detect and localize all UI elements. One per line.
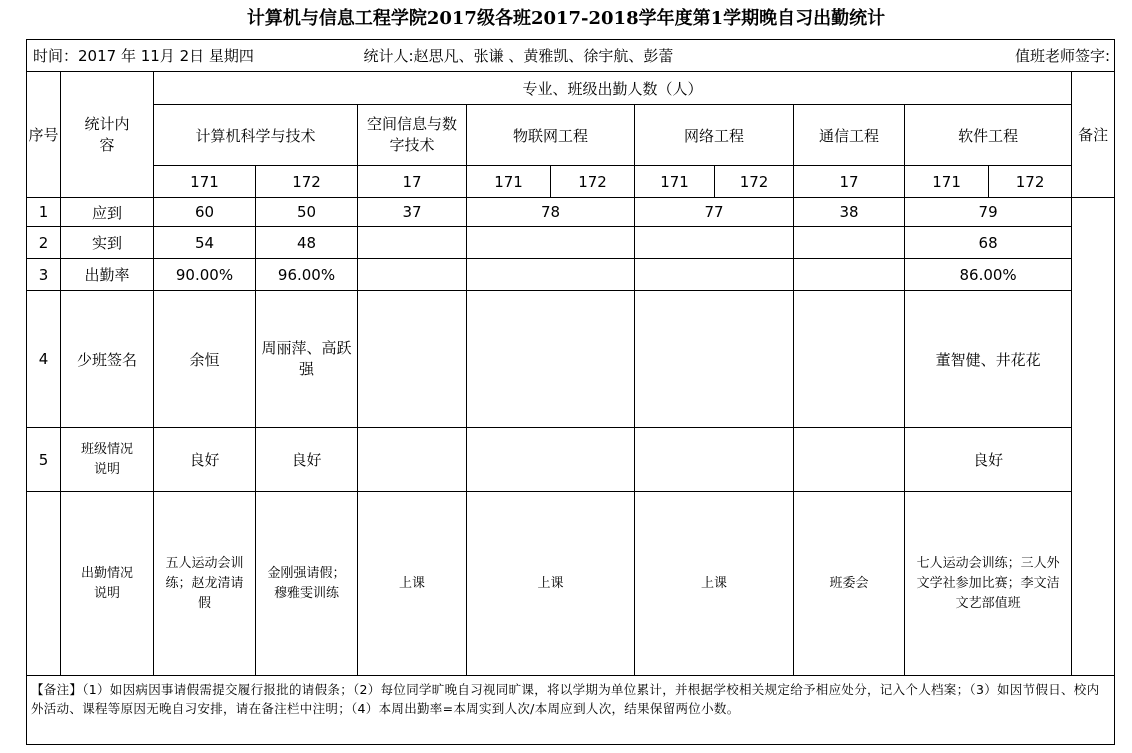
cell-value: 上课 bbox=[358, 492, 467, 676]
cell-value: 金刚强请假；穆雅雯训练 bbox=[256, 492, 358, 676]
major-iot: 物联网工程 bbox=[467, 105, 635, 166]
cell-empty bbox=[635, 227, 794, 259]
note-text: 【备注】（1）如因病因事请假需提交履行报批的请假条；（2）每位同学旷晚自习视同旷课，将以学期为单位累计，并根据学校相关规定给予相应处分，记入个人档案；（3）如因节假日、校内外活动、课程等原因无晚自习安排，请在备注栏中注明；（4）本周出勤率=本周实到人次/本周应到人次，结果保留两位小数。 bbox=[27, 676, 1115, 745]
row-number: 5 bbox=[27, 428, 61, 492]
cell-value: 38 bbox=[794, 198, 905, 227]
remark-header: 备注 bbox=[1072, 72, 1115, 198]
row-label: 少班签名 bbox=[61, 291, 154, 428]
cell-empty bbox=[467, 428, 635, 492]
major-comm: 通信工程 bbox=[794, 105, 905, 166]
cell-value: 良好 bbox=[905, 428, 1072, 492]
class-spatial-17: 17 bbox=[358, 166, 467, 198]
cell-value: 37 bbox=[358, 198, 467, 227]
class-iot-171: 171 bbox=[467, 166, 551, 198]
cell-value: 78 bbox=[467, 198, 635, 227]
cell-empty bbox=[467, 227, 635, 259]
time-cell: 时间：2017 年 11月 2日 星期四 bbox=[27, 40, 358, 72]
cell-value: 77 bbox=[635, 198, 794, 227]
cell-value: 周丽萍、高跃强 bbox=[256, 291, 358, 428]
cell-value: 50 bbox=[256, 198, 358, 227]
cell-empty bbox=[358, 428, 467, 492]
class-se-171: 171 bbox=[905, 166, 989, 198]
row-number: 3 bbox=[27, 259, 61, 291]
table-row bbox=[27, 291, 1115, 428]
major-se: 软件工程 bbox=[905, 105, 1072, 166]
remark-cell bbox=[1072, 198, 1115, 676]
attendance-table bbox=[26, 39, 1115, 745]
cell-value: 48 bbox=[256, 227, 358, 259]
class-iot-172: 172 bbox=[551, 166, 635, 198]
table-row bbox=[27, 227, 1115, 259]
cell-empty bbox=[794, 428, 905, 492]
class-net-171: 171 bbox=[635, 166, 715, 198]
major-cs: 计算机科学与技术 bbox=[154, 105, 358, 166]
cell-value: 七人运动会训练；三人外文学社参加比赛；李文洁文艺部值班 bbox=[905, 492, 1072, 676]
major-net: 网络工程 bbox=[635, 105, 794, 166]
cell-value: 68 bbox=[905, 227, 1072, 259]
cell-value: 董智健、井花花 bbox=[905, 291, 1072, 428]
class-net-172: 172 bbox=[715, 166, 794, 198]
class-cs-172: 172 bbox=[256, 166, 358, 198]
cell-value: 余恒 bbox=[154, 291, 256, 428]
stat-content-header: 统计内容 bbox=[61, 72, 154, 198]
class-cs-171: 171 bbox=[154, 166, 256, 198]
cell-value: 96.00% bbox=[256, 259, 358, 291]
cell-empty bbox=[794, 259, 905, 291]
cell-value: 五人运动会训练；赵龙清请假 bbox=[154, 492, 256, 676]
cell-value: 60 bbox=[154, 198, 256, 227]
row-label: 实到 bbox=[61, 227, 154, 259]
cell-value: 54 bbox=[154, 227, 256, 259]
group-header: 专业、班级出勤人数（人） bbox=[154, 72, 1072, 105]
row-label: 应到 bbox=[61, 198, 154, 227]
row-number: 2 bbox=[27, 227, 61, 259]
row-label: 出勤率 bbox=[61, 259, 154, 291]
cell-value: 86.00% bbox=[905, 259, 1072, 291]
cell-empty bbox=[358, 259, 467, 291]
cell-empty bbox=[635, 259, 794, 291]
table-row bbox=[27, 492, 1115, 676]
cell-value: 班委会 bbox=[794, 492, 905, 676]
row-number: 1 bbox=[27, 198, 61, 227]
cell-empty bbox=[358, 291, 467, 428]
seq-header: 序号 bbox=[27, 72, 61, 198]
row-number bbox=[27, 492, 61, 676]
cell-value: 79 bbox=[905, 198, 1072, 227]
table-row bbox=[27, 428, 1115, 492]
sheet-title: 计算机与信息工程学院2017级各班2017-2018学年度第1学期晚自习出勤统计 bbox=[246, 8, 886, 29]
cell-empty bbox=[794, 227, 905, 259]
cell-value: 90.00% bbox=[154, 259, 256, 291]
row-number: 4 bbox=[27, 291, 61, 428]
class-comm-17: 17 bbox=[794, 166, 905, 198]
cell-value: 上课 bbox=[467, 492, 635, 676]
teacher-sign-cell: 值班老师签字: bbox=[905, 40, 1115, 72]
cell-empty bbox=[794, 291, 905, 428]
cell-value: 良好 bbox=[256, 428, 358, 492]
row-label: 班级情况说明 bbox=[61, 428, 154, 492]
class-se-172: 172 bbox=[989, 166, 1072, 198]
cell-empty bbox=[358, 227, 467, 259]
table-row bbox=[27, 198, 1115, 227]
row-label: 出勤情况说明 bbox=[61, 492, 154, 676]
major-spatial: 空间信息与数字技术 bbox=[358, 105, 467, 166]
cell-empty bbox=[467, 259, 635, 291]
cell-empty bbox=[635, 291, 794, 428]
cell-value: 良好 bbox=[154, 428, 256, 492]
stat-person-cell: 统计人:赵思凡、张谦 、黄雅凯、徐宇航、彭蕾 bbox=[358, 40, 905, 72]
cell-empty bbox=[635, 428, 794, 492]
table-row bbox=[27, 259, 1115, 291]
cell-empty bbox=[467, 291, 635, 428]
cell-value: 上课 bbox=[635, 492, 794, 676]
